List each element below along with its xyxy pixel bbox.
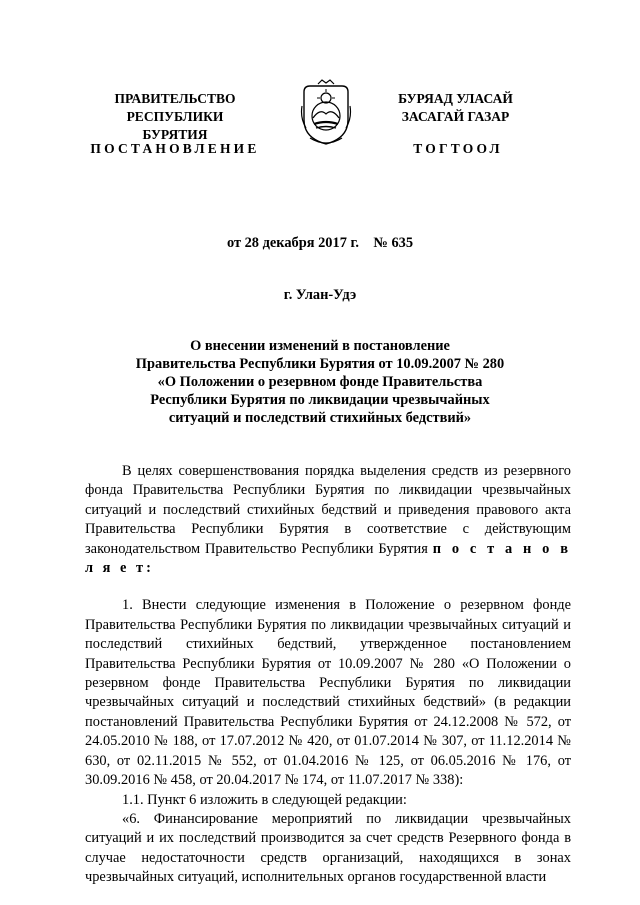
title-line: Республики Бурятия по ликвидации чрезвычайных bbox=[150, 392, 490, 408]
document-title bbox=[100, 337, 540, 427]
resolves-text: п о с т а н о в л я е т: bbox=[85, 540, 571, 577]
document-body bbox=[85, 462, 571, 888]
org-name-bua-line2: ЗАСАГАЙ ГАЗАР bbox=[401, 109, 510, 124]
header-right bbox=[378, 90, 533, 126]
org-name-ru-line1: ПРАВИТЕЛЬСТВО bbox=[114, 91, 236, 106]
doc-type-bua: ТОГТООЛ bbox=[413, 141, 503, 156]
preamble-text: В целях совершенствования порядка выделения средств из резервного фонда Правительства Республики Бурятия по ликвидации чрезвычайных ситуаций и последствий стихийных бедствий и приведения правового акта Правительства Республики Бурятия в соответствие с действующим законодательством Правительство Республики Бурятия bbox=[85, 463, 571, 557]
coat-of-arms-icon bbox=[298, 78, 354, 148]
item-6-paragraph: «6. Финансирование мероприятий по ликвидации чрезвычайных ситуаций и их последствий производится за счет средств Резервного фонда в случае недостаточности средств организаций, находящихся в зонах чрезвычайных ситуаций, исполнительных органов государственной власти bbox=[85, 810, 571, 886]
org-name-ru-line2: РЕСПУБЛИКИ БУРЯТИЯ bbox=[126, 109, 224, 142]
document-city: г. Улан-Удэ bbox=[283, 287, 357, 303]
preamble-paragraph bbox=[85, 462, 571, 578]
title-line: «О Положении о резервном фонде Правительства bbox=[157, 374, 483, 390]
doc-type-ru: ПОСТАНОВЛЕНИЕ bbox=[90, 141, 260, 156]
item-1-1-paragraph: 1.1. Пункт 6 изложить в следующей редакции: bbox=[122, 791, 407, 808]
item-1-paragraph: 1. Внести следующие изменения в Положение о резервном фонде Правительства Республики Бурятия по ликвидации чрезвычайных ситуаций и последствий стихийных бедствий, утвержденное постановлением Правительства Республики Бурятия от 10.09.2007 № 280 «О Положении о резервном фонде Правительства Республики Бурятия по ликвидации чрезвычайных ситуаций и последствий стихийных бедствий» (в редакции постановлений Правительства Республики Бурятия от 24.12.2008 № 572, от 24.05.2010 № 188, от 17.07.2012 № 420, от 01.07.2014 № 307, от 11.12.2014 № 630, от 02.11.2015 № 552, от 01.04.2016 № 125, от 06.05.2016 № 176, от 30.09.2016 № 458, от 20.04.2017 № 174, от 11.07.2017 № 338): bbox=[85, 597, 571, 789]
header-left bbox=[95, 90, 255, 144]
document-date-number: от 28 декабря 2017 г. № 635 bbox=[226, 235, 414, 251]
title-line: Правительства Республики Бурятия от 10.09.2007 № 280 bbox=[135, 356, 505, 372]
title-line: О внесении изменений в постановление bbox=[190, 338, 450, 354]
org-name-bua-line1: БУРЯАД УЛАСАЙ bbox=[398, 91, 513, 106]
title-line: ситуаций и последствий стихийных бедствий» bbox=[168, 410, 472, 426]
